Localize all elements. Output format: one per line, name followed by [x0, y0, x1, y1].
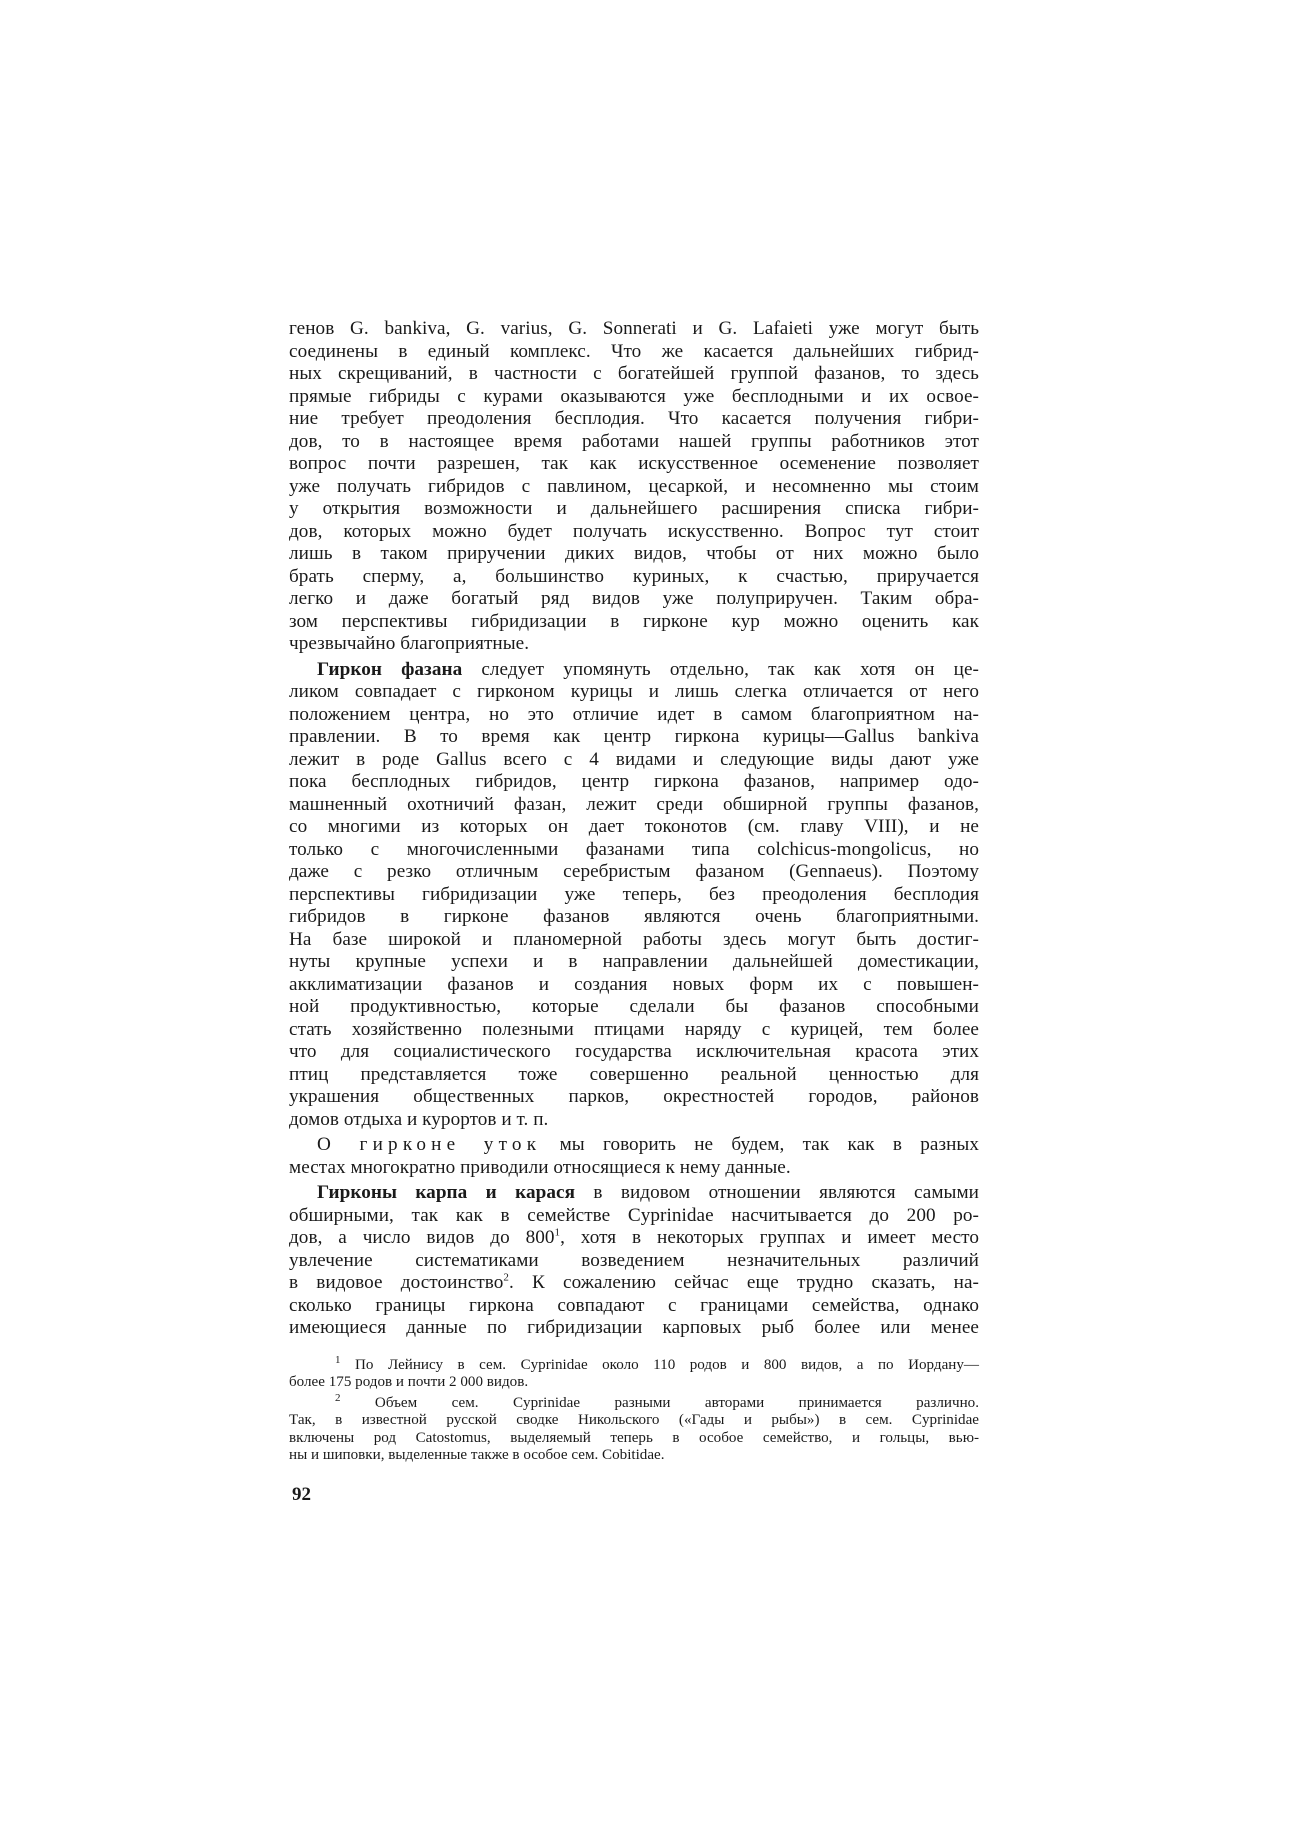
text-line: только с многочисленными фазанами типа colchicus-mongolicus, но [289, 838, 979, 860]
text-line: легко и даже богатый ряд видов уже полуприручен. Таким обра- [289, 588, 979, 609]
section-lead-carp: Гирконы карпа и карася [317, 1182, 575, 1203]
paragraph-3 [289, 1134, 979, 1179]
footnote-line: $^2$ Объем сем. Cyprinidae разными авторами принимается различно. [335, 1391, 979, 1411]
text-line: гибридов в гирконе фазанов являются очень благоприятными. [289, 906, 979, 927]
text-line: нуты крупные успехи и в направлении дальнейшей доместикации, [289, 951, 979, 972]
text-line: сколько границы гиркона совпадают с границами семейства, однако [289, 1294, 979, 1316]
text-line: стать хозяйственно полезными птицами наряду с курицей, тем более [289, 1018, 979, 1040]
text-line: брать сперму, а, большинство куриных, к счастью, приручается [289, 565, 979, 587]
text-line: увлечение систематиками возведением незначительных различий [289, 1249, 979, 1271]
text-line: машненный охотничий фазан, лежит среди обширной группы фазанов, [289, 793, 979, 815]
text-line: со многими из которых он дает токонотов (см. главу VIII), и не [289, 816, 979, 837]
text-line: вопрос почти разрешен, так как искусственное осеменение позволяет [289, 453, 979, 474]
footnote-ref-2[interactable]: 2 [503, 1271, 509, 1284]
section-lead-pheasant: Гиркон фазана [317, 658, 463, 680]
text-line: у открытия возможности и дальнейшего расширения списка гибри- [289, 498, 979, 519]
text-line: дов, то в настоящее время работами нашей группы работников этот [289, 430, 979, 452]
text-line: На базе широкой и планомерной работы здесь могут быть достиг- [289, 928, 979, 950]
text-line: лишь в таком приручении диких видов, чтобы от них можно было [289, 543, 979, 564]
text-line: соединены в единый комплекс. Что же касается дальнейших гибрид- [289, 340, 979, 362]
text-line: ние требует преодоления бесплодия. Что касается получения гибри- [289, 408, 979, 429]
text-line: дов, а число видов до $800^1$, хотя в некоторых группах и имеет место [289, 1226, 979, 1248]
text-line: домов отдыха и курортов и т. п. [289, 1108, 549, 1130]
text-line: генов G. bankiva, G. varius, G. Sonnerati и G. Lafaieti уже могут быть [289, 318, 979, 339]
footnote-2 [289, 1391, 979, 1465]
text-line: ликом совпадает с гирконом курицы и лишь слегка отличается от него [289, 681, 979, 702]
paragraph-1 [289, 318, 979, 656]
text-line: в видовое достоинство$^2$. К сожалению сейчас еще трудно сказать, на- [289, 1271, 979, 1293]
text-line: прямые гибриды с курами оказываются уже бесплодными и их освое- [289, 385, 979, 407]
text-line: зом перспективы гибридизации в гирконе кур можно оценить как [289, 610, 979, 632]
footnote-line: Так, в известной русской сводке Никольского («Гады и рыбы») в сем. Cyprinidae [289, 1412, 979, 1429]
text-line: перспективы гибридизации уже теперь, без преодоления бесплодия [289, 883, 979, 905]
paragraph-4 [289, 1182, 979, 1340]
text-line: украшения общественных парков, окрестностей городов, районов [289, 1086, 979, 1107]
text-line: птиц представляется тоже совершенно реальной ценностью для [289, 1063, 979, 1085]
text-line: обширными, так как в семействе Cyprinidae насчитывается до 200 ро- [289, 1204, 979, 1226]
text-line: дов, которых можно будет получать искусственно. Вопрос тут стоит [289, 520, 979, 542]
text-line: чрезвычайно благоприятные. [289, 633, 530, 654]
text-line: Гирконы карпа и карася в видовом отношении являются самыми [317, 1182, 979, 1203]
text-line: лежит в роде Gallus всего с 4 видами и следующие виды дают уже [289, 748, 979, 770]
footnote-1 [289, 1353, 979, 1392]
text-line: даже с резко отличным серебристым фазаном (Gennaeus). Поэтому [289, 861, 979, 882]
footnote-line: более 175 родов и почти 2 000 видов. [289, 1374, 529, 1391]
text-line: Гиркон фазана следует упомянуть отдельно, так как хотя он це- [317, 658, 979, 680]
footnote-line: ны и шиповки, выделенные также в особое сем. Cobitidae. [289, 1446, 665, 1463]
text-line: что для социалистического государства исключительная красота этих [289, 1041, 979, 1062]
footnote-ref-1[interactable]: 1 [554, 1226, 561, 1239]
footnotes [289, 1353, 979, 1464]
footnote-marker: 1 [335, 1353, 341, 1366]
text-line: уже получать гибридов с павлином, цесаркой, и несомненно мы стоим [289, 475, 979, 497]
paragraph-2 [289, 659, 979, 1132]
main-text [289, 318, 979, 1340]
text-line: положением центра, но это отличие идет в самом благоприятном на- [289, 703, 979, 725]
text-line: местах многократно приводили относящиеся к нему данные. [289, 1156, 791, 1178]
section-lead-ducks: О гирконе уток [317, 1134, 542, 1155]
text-line: О гирконе уток мы говорить не будем, так как в разных [317, 1134, 979, 1155]
text-line: пока бесплодных гибридов, центр гиркона фазанов, например одо- [289, 771, 979, 792]
page-number: 92 [292, 1484, 311, 1505]
footnote-line: включены род Catostomus, выделяемый теперь в особое семейство, и гольцы, вью- [289, 1429, 979, 1446]
footnote-line: $^1$ По Лейнису в сем. Cyprinidae около 110 родов и 800 видов, а по Иордану— [335, 1353, 979, 1373]
text-line: правлении. В то время как центр гиркона курицы—Gallus bankiva [289, 726, 979, 747]
text-line: ных скрещиваний, в частности с богатейшей группой фазанов, то здесь [289, 363, 979, 384]
text-line: акклиматизации фазанов и создания новых форм их с повышен- [289, 973, 979, 995]
footnote-marker: 2 [335, 1391, 341, 1404]
text-line: имеющиеся данные по гибридизации карповых рыб более или менее [289, 1317, 979, 1338]
text-line: ной продуктивностью, которые сделали бы фазанов способными [289, 996, 979, 1017]
